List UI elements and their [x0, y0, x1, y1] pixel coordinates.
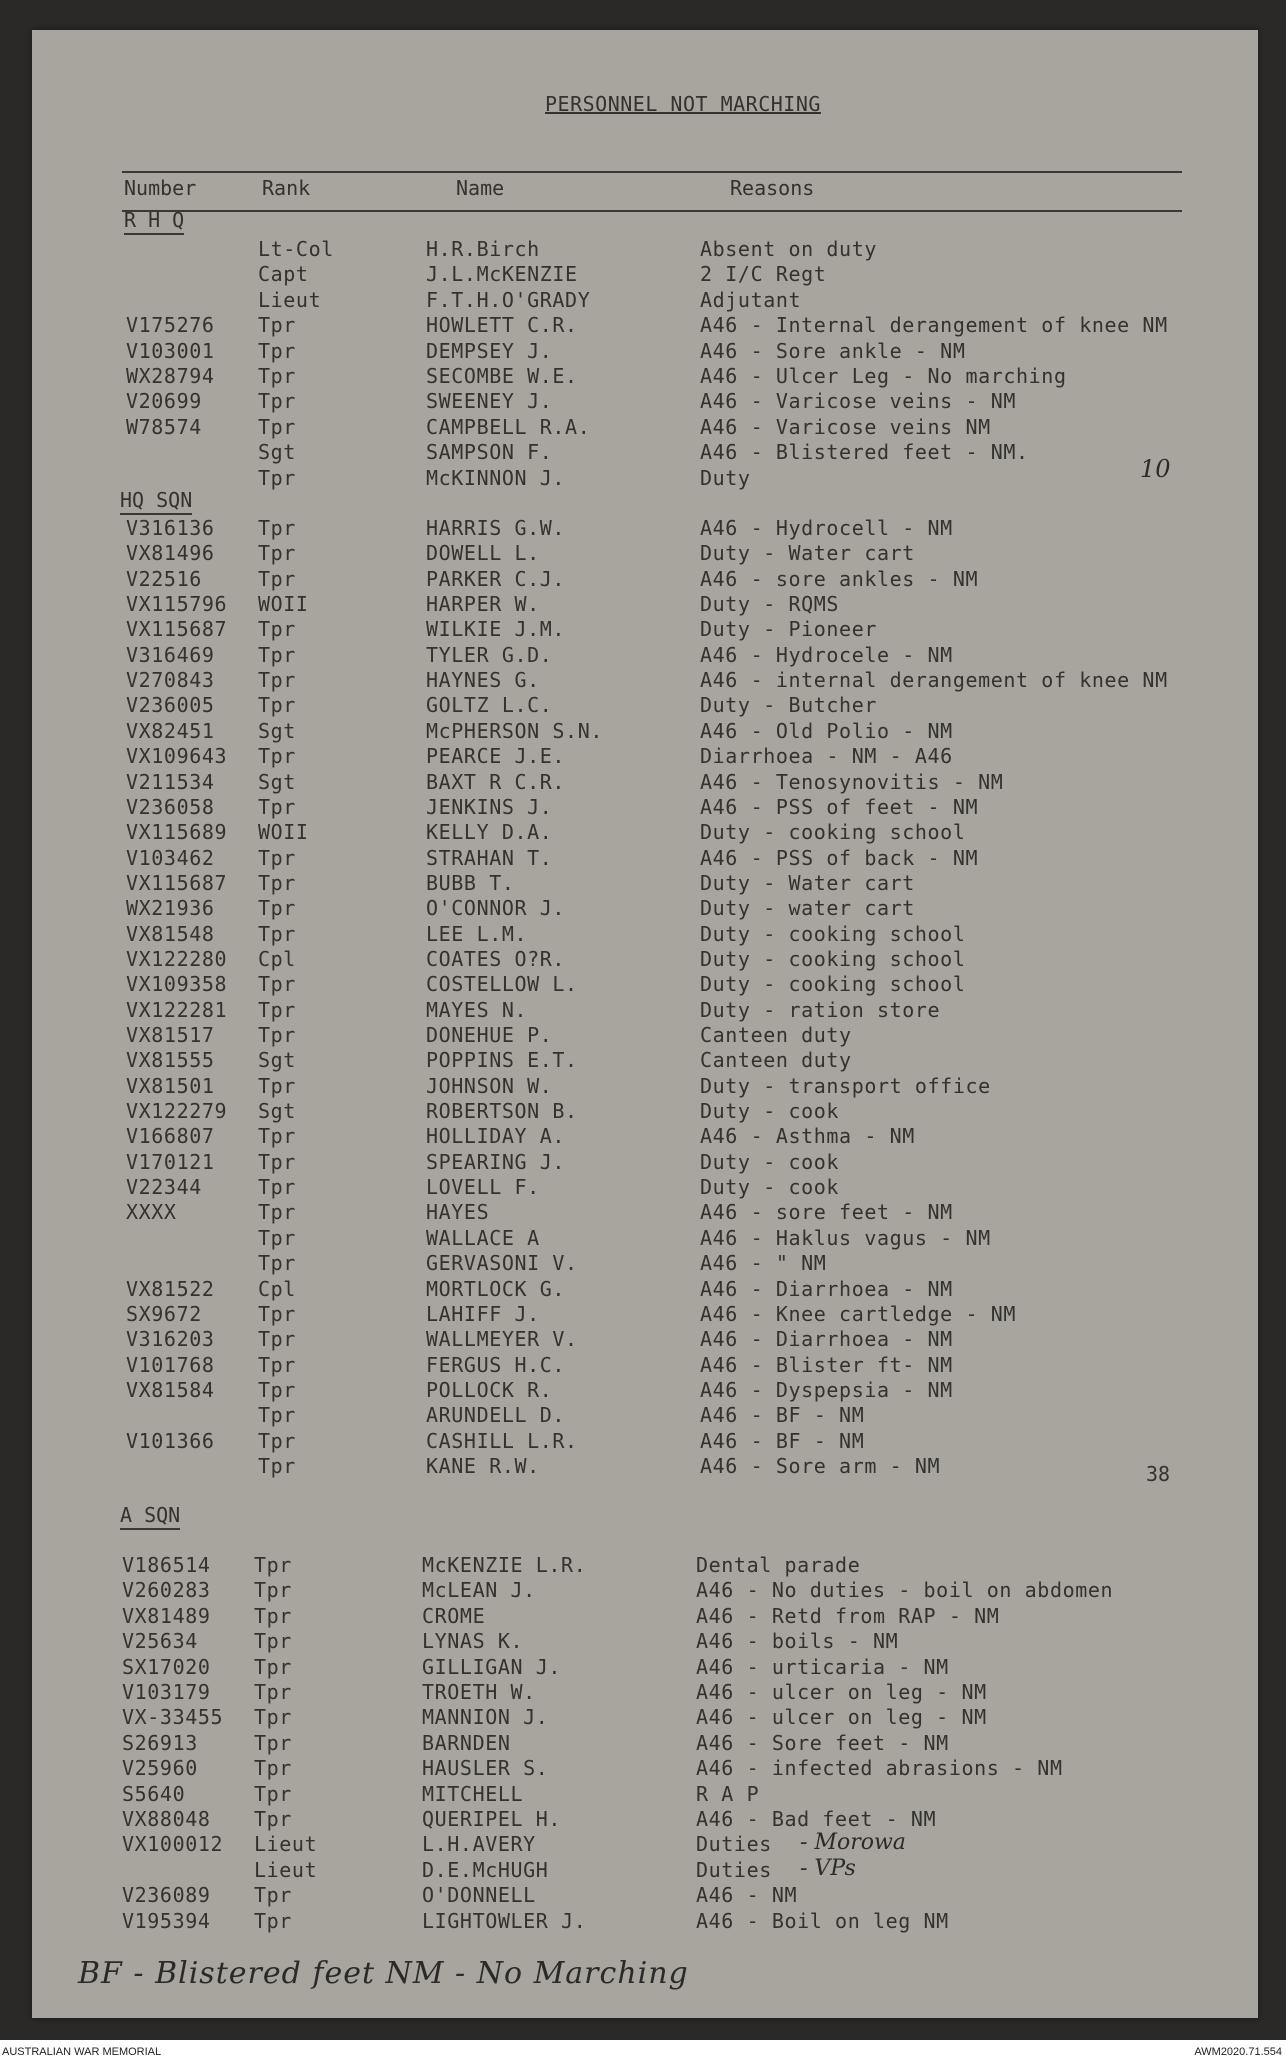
row-rank: Tpr	[254, 1730, 292, 1755]
row-rank: Tpr	[258, 1301, 296, 1326]
row-rank: Tpr	[254, 1705, 292, 1730]
row-name: JOHNSON W.	[426, 1073, 553, 1098]
row-number: V20699	[126, 389, 202, 414]
row-rank: Tpr	[258, 693, 296, 718]
row-reason: A46 - Old Polio - NM	[700, 718, 953, 743]
row-reason: Absent on duty	[700, 237, 877, 261]
footer-reference-number: AWM2020.71.554	[1194, 2046, 1282, 2058]
row-number: V186514	[122, 1553, 211, 1577]
row-reason: A46 - Bad feet - NM	[696, 1807, 937, 1831]
row-name: HARPER W.	[426, 592, 540, 617]
row-reason: A46 - NM	[696, 1883, 798, 1908]
section-label: R H Q	[124, 208, 184, 235]
row-rank: Tpr	[254, 1908, 292, 1933]
row-rank: Tpr	[258, 972, 296, 997]
row-reason: Duty - cooking school	[700, 946, 966, 971]
row-reason: Duty - Butcher	[700, 693, 877, 718]
row-name: HAYNES G.	[426, 668, 540, 693]
row-rank: Tpr	[254, 1807, 292, 1831]
row-reason: A46 - Hydrocell - NM	[700, 516, 953, 540]
row-reason: Duty - Water cart	[700, 870, 915, 895]
row-rank: Tpr	[258, 921, 296, 946]
row-rank: Tpr	[258, 1149, 296, 1174]
row-rank: Cpl	[258, 946, 296, 971]
handwritten-footnote: BF - Blistered feet NM - No Marching	[78, 1956, 689, 1991]
row-reason: A46 - Blister ft- NM	[700, 1352, 953, 1377]
row-number: V22344	[126, 1175, 202, 1200]
row-number: VX100012	[122, 1832, 224, 1857]
row-name: TROETH W.	[422, 1680, 536, 1704]
row-reason: A46 - Diarrhoea - NM	[700, 1327, 953, 1352]
row-rank: Tpr	[258, 744, 296, 769]
row-number: V22516	[126, 566, 202, 591]
row-reason: R A P	[696, 1781, 760, 1806]
row-name: POPPINS E.T.	[426, 1048, 578, 1073]
row-name: QUERIPEL H.	[422, 1807, 562, 1831]
row-number: VX81501	[126, 1073, 215, 1098]
row-rank: Sgt	[258, 1048, 296, 1073]
row-number: V195394	[122, 1908, 211, 1933]
row-rank: Tpr	[258, 1023, 296, 1047]
row-reason: A46 - Sore arm - NM	[700, 1453, 941, 1478]
row-reason: A46 - internal derangement of knee NM	[700, 668, 1168, 693]
row-name: CROME	[422, 1603, 486, 1628]
row-rank: Tpr	[258, 845, 296, 870]
row-rank: Tpr	[258, 1352, 296, 1377]
row-number: V316203	[126, 1327, 215, 1352]
row-rank: Tpr	[258, 668, 296, 693]
row-rank: Tpr	[258, 541, 296, 566]
row-name: PEARCE J.E.	[426, 744, 566, 769]
row-name: POLLOCK R.	[426, 1377, 553, 1402]
row-rank: Tpr	[258, 1403, 296, 1428]
row-reason: A46 - Sore feet - NM	[696, 1730, 949, 1755]
row-rank: Tpr	[258, 870, 296, 895]
row-number: V316136	[126, 516, 215, 540]
row-name: F.T.H.O'GRADY	[426, 287, 591, 312]
section-label: A SQN	[120, 1503, 180, 1530]
row-reason: Duty	[700, 465, 751, 490]
row-name: WALLMEYER V.	[426, 1327, 578, 1352]
row-name: KELLY D.A.	[426, 820, 553, 845]
row-number: VX115796	[126, 592, 228, 617]
document-title: PERSONNEL NOT MARCHING	[545, 92, 821, 116]
row-number: VX82451	[126, 718, 215, 743]
row-reason: A46 - Tenosynovitis - NM	[700, 769, 1004, 794]
row-reason: Duty - ration store	[700, 997, 941, 1022]
row-name: LOVELL F.	[426, 1175, 540, 1200]
row-rank: Tpr	[258, 313, 296, 338]
row-reason: A46 - boils - NM	[696, 1629, 899, 1654]
row-reason: Duty - cooking school	[700, 972, 966, 997]
row-name: HAYES	[426, 1200, 490, 1225]
row-reason: A46 - " NM	[700, 1251, 827, 1276]
row-name: GERVASONI V.	[426, 1251, 578, 1276]
row-name: ARUNDELL D.	[426, 1403, 566, 1428]
row-number: V236089	[122, 1883, 211, 1908]
row-name: LAHIFF J.	[426, 1301, 540, 1326]
row-name: MANNION J.	[422, 1705, 549, 1730]
row-name: BARNDEN	[422, 1730, 511, 1755]
row-name: LEE L.M.	[426, 921, 528, 946]
row-number: V170121	[126, 1149, 215, 1174]
row-rank: Tpr	[258, 338, 296, 363]
row-name: HOWLETT C.R.	[426, 313, 578, 338]
row-rank: Sgt	[258, 440, 296, 465]
row-name: BUBB T.	[426, 870, 515, 895]
row-rank: Tpr	[258, 364, 296, 388]
row-reason: A46 - Sore ankle - NM	[700, 338, 966, 363]
row-reason: Duty - cook	[700, 1099, 840, 1124]
row-rank: Sgt	[258, 769, 296, 794]
row-number: V103001	[126, 338, 215, 363]
row-rank: Lieut	[258, 287, 322, 312]
row-rank: Tpr	[254, 1680, 292, 1704]
row-number: VX81517	[126, 1023, 215, 1047]
row-rank: Tpr	[254, 1781, 292, 1806]
row-number: V103179	[122, 1680, 211, 1704]
row-name: L.H.AVERY	[422, 1832, 536, 1857]
row-reason: A46 - Diarrhoea - NM	[700, 1276, 953, 1301]
row-reason: A46 - ulcer on leg - NM	[696, 1705, 987, 1730]
row-number: V270843	[126, 668, 215, 693]
row-name: McLEAN J.	[422, 1578, 536, 1603]
row-rank: WOII	[258, 820, 309, 845]
row-reason: A46 - No duties - boil on abdomen	[696, 1578, 1114, 1603]
row-name: DOWELL L.	[426, 541, 540, 566]
row-name: COATES O?R.	[426, 946, 566, 971]
row-number: XXXX	[126, 1200, 177, 1225]
row-number: V175276	[126, 313, 215, 338]
row-name: LYNAS K.	[422, 1629, 524, 1654]
row-reason: Adjutant	[700, 287, 802, 312]
row-number: VX115687	[126, 617, 228, 642]
row-number: V260283	[122, 1578, 211, 1603]
row-reason: A46 - Hydrocele - NM	[700, 642, 953, 667]
row-name: GILLIGAN J.	[422, 1654, 562, 1679]
header-rule-top	[122, 171, 1182, 173]
row-name: KANE R.W.	[426, 1453, 540, 1478]
row-number: VX81555	[126, 1048, 215, 1073]
row-number: VX122279	[126, 1099, 228, 1124]
row-reason: Duty - cook	[700, 1149, 840, 1174]
row-name: ROBERTSON B.	[426, 1099, 578, 1124]
row-number: V25960	[122, 1756, 198, 1781]
row-number: VX81584	[126, 1377, 215, 1402]
row-name: J.L.McKENZIE	[426, 262, 578, 287]
row-number: S5640	[122, 1781, 186, 1806]
row-rank: Tpr	[254, 1629, 292, 1654]
row-rank: Tpr	[258, 997, 296, 1022]
row-number: V236058	[126, 794, 215, 819]
column-header-reasons: Reasons	[730, 176, 815, 200]
row-name: D.E.McHUGH	[422, 1857, 549, 1882]
row-rank: Lt-Col	[258, 237, 334, 261]
row-number: V101366	[126, 1428, 215, 1453]
row-rank: Cpl	[258, 1276, 296, 1301]
row-reason: 2 I/C Regt	[700, 262, 827, 287]
row-rank: Tpr	[258, 566, 296, 591]
row-name: WALLACE A	[426, 1225, 540, 1250]
row-number: V103462	[126, 845, 215, 870]
row-number: SX9672	[126, 1301, 202, 1326]
row-reason: Duty - Pioneer	[700, 617, 877, 642]
row-rank: Lieut	[254, 1832, 318, 1857]
row-name: McKENZIE L.R.	[422, 1553, 587, 1577]
handwritten-note-avery: - Morowa	[800, 1830, 906, 1855]
section-total: 38	[1146, 1462, 1171, 1486]
row-name: BAXT R C.R.	[426, 769, 566, 794]
row-rank: Tpr	[254, 1883, 292, 1908]
row-reason: Duty - cooking school	[700, 820, 966, 845]
row-reason: A46 - infected abrasions - NM	[696, 1756, 1063, 1781]
section-label: HQ SQN	[120, 488, 192, 515]
row-reason: A46 - Varicose veins - NM	[700, 389, 1017, 414]
row-name: CASHILL L.R.	[426, 1428, 578, 1453]
row-reason: A46 - PSS of back - NM	[700, 845, 979, 870]
row-rank: Tpr	[258, 1200, 296, 1225]
row-rank: Tpr	[258, 794, 296, 819]
row-name: STRAHAN T.	[426, 845, 553, 870]
row-number: VX81522	[126, 1276, 215, 1301]
row-reason: Duty - cook	[700, 1175, 840, 1200]
row-reason: Duties	[696, 1832, 772, 1857]
column-header-name: Name	[456, 176, 505, 200]
row-number: V211534	[126, 769, 215, 794]
row-rank: Tpr	[258, 389, 296, 414]
row-name: McPHERSON S.N.	[426, 718, 603, 743]
row-rank: Tpr	[258, 1377, 296, 1402]
row-reason: Duty - transport office	[700, 1073, 991, 1098]
row-rank: Tpr	[258, 414, 296, 439]
row-number: VX109358	[126, 972, 228, 997]
row-name: SECOMBE W.E.	[426, 364, 578, 388]
row-number: V166807	[126, 1124, 215, 1149]
row-reason: A46 - Varicose veins NM	[700, 414, 991, 439]
row-rank: Tpr	[254, 1553, 292, 1577]
footer-archive-name: AUSTRALIAN WAR MEMORIAL	[2, 2046, 162, 2058]
row-rank: Tpr	[258, 516, 296, 540]
row-name: SPEARING J.	[426, 1149, 566, 1174]
row-number: V316469	[126, 642, 215, 667]
row-reason: Canteen duty	[700, 1023, 852, 1047]
row-reason: A46 - PSS of feet - NM	[700, 794, 979, 819]
row-rank: Tpr	[258, 1073, 296, 1098]
row-name: COSTELLOW L.	[426, 972, 578, 997]
row-name: MITCHELL	[422, 1781, 524, 1806]
row-reason: A46 - Boil on leg NM	[696, 1908, 949, 1933]
row-rank: Sgt	[258, 718, 296, 743]
row-rank: Tpr	[258, 1251, 296, 1276]
row-number: VX115687	[126, 870, 228, 895]
section-total: 10	[1140, 455, 1171, 483]
row-rank: Tpr	[254, 1603, 292, 1628]
row-reason: A46 - sore feet - NM	[700, 1200, 953, 1225]
row-name: LIGHTOWLER J.	[422, 1908, 587, 1933]
row-name: HOLLIDAY A.	[426, 1124, 566, 1149]
row-reason: Dental parade	[696, 1553, 861, 1577]
header-rule-bottom	[122, 210, 1182, 212]
column-header-rank: Rank	[262, 176, 311, 200]
row-number: S26913	[122, 1730, 198, 1755]
row-number: V25634	[122, 1629, 198, 1654]
row-name: GOLTZ L.C.	[426, 693, 553, 718]
row-name: MORTLOCK G.	[426, 1276, 566, 1301]
row-name: CAMPBELL R.A.	[426, 414, 591, 439]
row-name: MAYES N.	[426, 997, 528, 1022]
row-number: VX122281	[126, 997, 228, 1022]
row-reason: A46 - ulcer on leg - NM	[696, 1680, 987, 1704]
row-name: HAUSLER S.	[422, 1756, 549, 1781]
row-rank: Lieut	[254, 1857, 318, 1882]
row-rank: Tpr	[258, 1225, 296, 1250]
row-number: VX109643	[126, 744, 228, 769]
row-name: SAMPSON F.	[426, 440, 553, 465]
row-rank: Tpr	[258, 1175, 296, 1200]
row-name: HARRIS G.W.	[426, 516, 566, 540]
row-number: VX81548	[126, 921, 215, 946]
row-reason: A46 - Internal derangement of knee NM	[700, 313, 1168, 338]
row-number: VX88048	[122, 1807, 211, 1831]
row-reason: A46 - BF - NM	[700, 1403, 865, 1428]
row-rank: Tpr	[258, 1428, 296, 1453]
row-reason: Duty - cooking school	[700, 921, 966, 946]
row-reason: A46 - Blistered feet - NM.	[700, 440, 1029, 465]
row-reason: Canteen duty	[700, 1048, 852, 1073]
row-name: DEMPSEY J.	[426, 338, 553, 363]
row-number: VX122280	[126, 946, 228, 971]
row-name: SWEENEY J.	[426, 389, 553, 414]
row-number: W78574	[126, 414, 202, 439]
row-number: VX81496	[126, 541, 215, 566]
row-rank: Tpr	[258, 465, 296, 490]
row-reason: A46 - Dyspepsia - NM	[700, 1377, 953, 1402]
row-rank: Tpr	[258, 896, 296, 921]
row-name: O'CONNOR J.	[426, 896, 566, 921]
archive-footer	[0, 2044, 1286, 2061]
row-name: McKINNON J.	[426, 465, 566, 490]
row-rank: Tpr	[258, 1124, 296, 1149]
row-name: JENKINS J.	[426, 794, 553, 819]
row-rank: Capt	[258, 262, 309, 287]
row-name: FERGUS H.C.	[426, 1352, 566, 1377]
row-number: WX28794	[126, 364, 215, 388]
row-reason: Duty - water cart	[700, 896, 915, 921]
row-reason: Duties	[696, 1857, 772, 1882]
column-header-number: Number	[124, 176, 197, 200]
row-reason: A46 - sore ankles - NM	[700, 566, 979, 591]
handwritten-note-mchugh: - VPs	[800, 1856, 856, 1881]
row-reason: A46 - Knee cartledge - NM	[700, 1301, 1017, 1326]
row-name: DONEHUE P.	[426, 1023, 553, 1047]
row-name: H.R.Birch	[426, 237, 540, 261]
row-reason: Diarrhoea - NM - A46	[700, 744, 953, 769]
row-rank: Sgt	[258, 1099, 296, 1124]
row-name: PARKER C.J.	[426, 566, 566, 591]
row-name: O'DONNELL	[422, 1883, 536, 1908]
row-reason: Duty - Water cart	[700, 541, 915, 566]
row-reason: A46 - Ulcer Leg - No marching	[700, 364, 1067, 388]
row-reason: A46 - Retd from RAP - NM	[696, 1603, 1000, 1628]
row-name: WILKIE J.M.	[426, 617, 566, 642]
row-name: TYLER G.D.	[426, 642, 553, 667]
row-rank: Tpr	[254, 1756, 292, 1781]
row-number: V101768	[126, 1352, 215, 1377]
row-rank: WOII	[258, 592, 309, 617]
row-reason: A46 - Haklus vagus - NM	[700, 1225, 991, 1250]
row-rank: Tpr	[254, 1654, 292, 1679]
row-rank: Tpr	[258, 1453, 296, 1478]
row-reason: Duty - RQMS	[700, 592, 840, 617]
row-number: SX17020	[122, 1654, 211, 1679]
row-rank: Tpr	[258, 617, 296, 642]
row-rank: Tpr	[258, 642, 296, 667]
row-reason: A46 - Asthma - NM	[700, 1124, 915, 1149]
row-reason: A46 - urticaria - NM	[696, 1654, 949, 1679]
row-number: WX21936	[126, 896, 215, 921]
row-number: V236005	[126, 693, 215, 718]
row-number: VX-33455	[122, 1705, 224, 1730]
row-number: VX115689	[126, 820, 228, 845]
row-rank: Tpr	[258, 1327, 296, 1352]
row-reason: A46 - BF - NM	[700, 1428, 865, 1453]
row-rank: Tpr	[254, 1578, 292, 1603]
row-number: VX81489	[122, 1603, 211, 1628]
